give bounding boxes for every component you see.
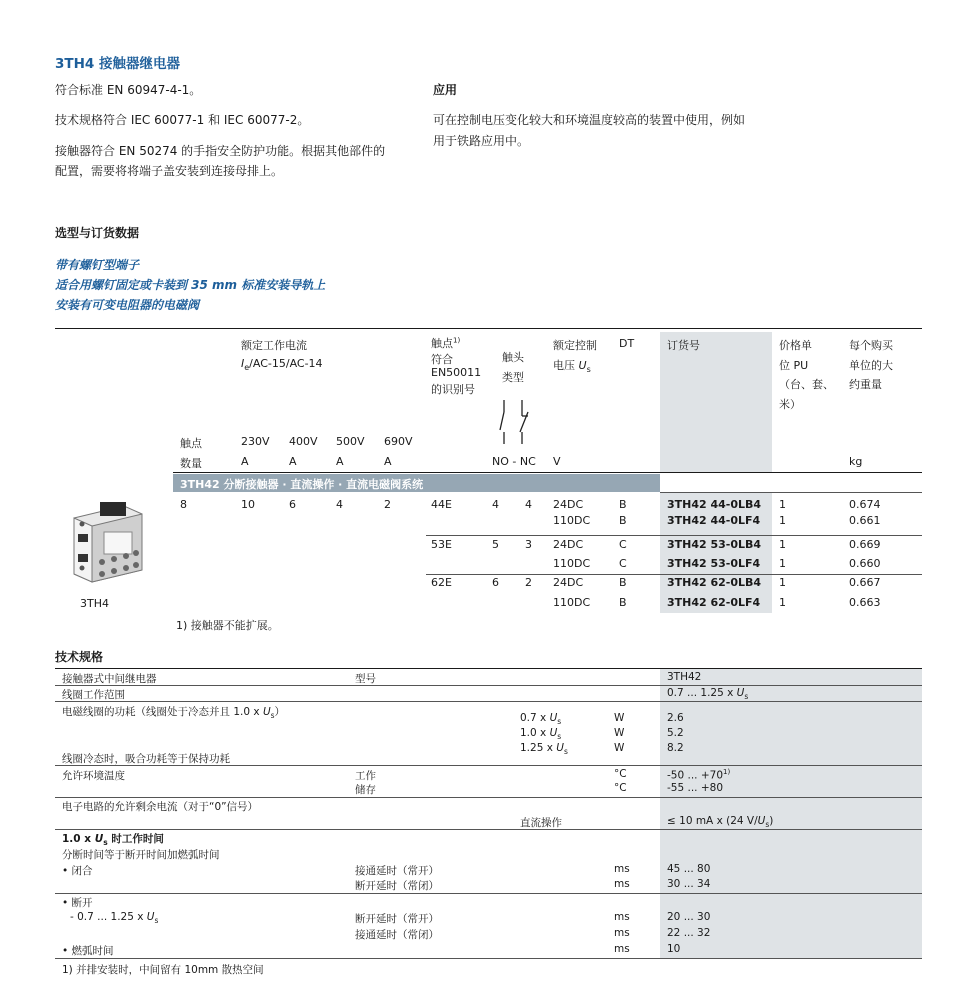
- tech-heading: 技术规格: [55, 650, 104, 664]
- tech-rule: [55, 893, 922, 894]
- spec-sublabel: 断开延时（常闭）: [355, 880, 439, 892]
- spec-sublabel: - 0.7 ... 1.25 x $U_s$: [70, 911, 159, 926]
- unit-v: V: [553, 455, 561, 468]
- nc-count: 3: [525, 538, 532, 551]
- contacts-count: 8: [180, 498, 187, 511]
- spec-value: 10: [667, 943, 681, 955]
- order-number: 3TH42 53-0LF4: [667, 557, 761, 570]
- price-unit: 1: [779, 538, 786, 551]
- spec-note: 线圈冷态时，吸合功耗等于保持功耗: [62, 753, 230, 765]
- unit-a: A: [384, 455, 392, 468]
- control-voltage: 24DC: [553, 576, 584, 589]
- header-contacts: EN50011: [431, 366, 482, 379]
- header-num-contacts: 触点: [180, 437, 202, 450]
- weight: 0.669: [849, 538, 881, 551]
- spec-unit: ms: [614, 927, 630, 939]
- nc-count: 4: [525, 498, 532, 511]
- application-line: 用于铁路应用中。: [433, 134, 530, 148]
- header-price-unit: （台、套、: [779, 378, 834, 391]
- selection-subtitle: 适合用螺钉固定或卡装到 35 mm 标准安装导轨上: [55, 278, 326, 292]
- tech-footnote: 1) 并排安装时，中间留有 10mm 散热空间: [62, 964, 264, 976]
- spec-label: 接触器式中间继电器: [62, 673, 157, 685]
- price-unit: 1: [779, 576, 786, 589]
- header-rated-current: 额定工作电流: [241, 339, 307, 352]
- header-weight: 每个购买: [849, 339, 893, 352]
- current-value: 6: [289, 498, 296, 511]
- spec-label: 允许环境温度: [62, 770, 125, 782]
- group-rule: [660, 492, 922, 493]
- product-label: 3TH4: [80, 597, 109, 610]
- no-count: 5: [492, 538, 499, 551]
- control-voltage: 24DC: [553, 538, 584, 551]
- dt-value: C: [619, 557, 627, 570]
- header-price-unit: 位 PU: [779, 359, 809, 372]
- group-title: 3TH42 分断接触器 · 直流操作 · 直流电磁阀系统: [180, 478, 424, 491]
- dt-value: B: [619, 514, 627, 527]
- header-contact-type: 类型: [502, 371, 524, 384]
- weight: 0.663: [849, 596, 881, 609]
- table-top-rule: [55, 328, 922, 329]
- header-rated-current-sub: $I_e/AC-15/AC-14$: [241, 357, 323, 373]
- no-count: 4: [492, 498, 499, 511]
- intro-standard: 符合标准 EN 60947-4-1。: [55, 83, 202, 97]
- dt-value: B: [619, 576, 627, 589]
- unit-a: A: [336, 455, 344, 468]
- tech-rule: [55, 685, 922, 686]
- spec-unit: °C: [614, 768, 627, 780]
- header-control-voltage: 电压 $U_s$: [553, 359, 591, 375]
- spec-sublabel: 工作: [355, 770, 376, 782]
- order-number: 3TH42 62-0LF4: [667, 596, 761, 609]
- control-voltage: 110DC: [553, 514, 591, 527]
- spec-unit: W: [614, 727, 625, 739]
- unit-a: A: [241, 455, 249, 468]
- tech-rule: [55, 668, 922, 669]
- header-contacts: 的识别号: [431, 383, 475, 396]
- spec-label: • 断开: [62, 897, 93, 909]
- tech-rule: [55, 701, 922, 702]
- spec-label: 线圈工作范围: [62, 689, 125, 701]
- spec-unit: W: [614, 742, 625, 754]
- unit-no-nc: NO - NC: [492, 455, 536, 468]
- spec-factor: 1.25 x $U_s$: [520, 742, 568, 757]
- nc-count: 2: [525, 576, 532, 589]
- identifier: 62E: [431, 576, 452, 589]
- header-voltage: 690V: [384, 435, 413, 448]
- spec-value: 22 ... 32: [667, 927, 711, 939]
- control-voltage: 110DC: [553, 596, 591, 609]
- no-nc-contact-symbol-icon: [498, 398, 534, 446]
- weight: 0.660: [849, 557, 881, 570]
- header-contacts: 触点$^{1)}$: [431, 336, 461, 350]
- order-number: 3TH42 53-0LB4: [667, 538, 762, 551]
- spec-unit: ms: [614, 878, 630, 890]
- price-unit: 1: [779, 498, 786, 511]
- intro-cover: 配置，需要将将端子盖安装到连接母排上。: [55, 164, 284, 178]
- price-unit: 1: [779, 596, 786, 609]
- tech-rule: [55, 797, 922, 798]
- selection-subtitle: 安装有可变电阻器的电磁阀: [55, 298, 200, 312]
- spec-value: 45 ... 80: [667, 863, 711, 875]
- header-rule: [173, 472, 922, 473]
- spec-value: 20 ... 30: [667, 911, 711, 923]
- spec-value: ≤ 10 mA x (24 $V/U_s$): [667, 815, 774, 830]
- header-contacts: 符合: [431, 353, 453, 366]
- identifier: 44E: [431, 498, 452, 511]
- selection-subtitle: 带有螺钉型端子: [55, 258, 140, 272]
- spec-sublabel: 型号: [355, 673, 376, 685]
- spec-label: 1.0 x $U_s$ 时工作时间: [62, 833, 164, 848]
- unit-a: A: [289, 455, 297, 468]
- application-line: 可在控制电压变化较大和环境温度较高的装置中使用，例如: [433, 113, 746, 127]
- order-number: 3TH42 62-0LB4: [667, 576, 762, 589]
- spec-factor: 1.0 x $U_s$: [520, 727, 562, 742]
- header-price-unit: 价格单: [779, 339, 812, 352]
- spec-label: 电磁线圈的功耗（线圈处于冷态并且 1.0 x $U_s$）: [62, 706, 286, 721]
- no-count: 6: [492, 576, 499, 589]
- spec-note: 分断时间等于断开时间加燃弧时间: [62, 849, 220, 861]
- order-number: 3TH42 44-0LF4: [667, 514, 761, 527]
- spec-sublabel: 直流操作: [520, 817, 562, 829]
- spec-unit: ms: [614, 863, 630, 875]
- selection-heading: 选型与订货数据: [55, 226, 140, 240]
- header-control-voltage: 额定控制: [553, 339, 597, 352]
- intro-finger-safe: 接触器符合 EN 50274 的手指安全防护功能。根据其他部件的: [55, 144, 386, 158]
- header-num-contacts: 数量: [180, 457, 202, 470]
- control-voltage: 110DC: [553, 557, 591, 570]
- page-title: 3TH4 接触器继电器: [55, 56, 180, 72]
- spec-unit: °C: [614, 782, 627, 794]
- current-value: 10: [241, 498, 255, 511]
- spec-value: 30 ... 34: [667, 878, 711, 890]
- spec-unit: ms: [614, 911, 630, 923]
- header-dt: DT: [619, 337, 635, 350]
- dt-value: C: [619, 538, 627, 551]
- header-contact-type: 触头: [502, 351, 524, 364]
- row-group-divider: [426, 574, 922, 575]
- spec-sublabel: 储存: [355, 784, 376, 796]
- current-value: 4: [336, 498, 343, 511]
- header-voltage: 230V: [241, 435, 270, 448]
- order-col-header-shade: [660, 332, 772, 472]
- price-unit: 1: [779, 514, 786, 527]
- spec-sublabel: 接通延时（常开）: [355, 865, 439, 877]
- spec-label: 电子电路的允许剩余电流（对于“0”信号）: [62, 801, 259, 813]
- spec-factor: 0.7 x $U_s$: [520, 712, 562, 727]
- weight: 0.667: [849, 576, 881, 589]
- dt-value: B: [619, 596, 627, 609]
- current-value: 2: [384, 498, 391, 511]
- identifier: 53E: [431, 538, 452, 551]
- control-voltage: 24DC: [553, 498, 584, 511]
- spec-value: -55 ... +80: [667, 782, 723, 794]
- application-heading: 应用: [433, 83, 458, 97]
- contactor-image: [62, 496, 152, 586]
- spec-value: 5.2: [667, 727, 684, 739]
- order-number: 3TH42 44-0LB4: [667, 498, 762, 511]
- spec-value: 0.7 ... 1.25 x $U_s$: [667, 687, 749, 702]
- row-group-divider: [426, 535, 922, 536]
- price-unit: 1: [779, 557, 786, 570]
- spec-sublabel: 断开延时（常开）: [355, 913, 439, 925]
- header-voltage: 500V: [336, 435, 365, 448]
- spec-sublabel: 接通延时（常闭）: [355, 929, 439, 941]
- header-voltage: 400V: [289, 435, 318, 448]
- header-weight: 约重量: [849, 378, 882, 391]
- spec-value: 3TH42: [667, 671, 702, 683]
- spec-value: 2.6: [667, 712, 684, 724]
- spec-value: -50 ... $+70^{1)}$: [667, 768, 731, 782]
- spec-unit: W: [614, 712, 625, 724]
- spec-label: • 闭合: [62, 865, 93, 877]
- order-footnote: 1) 接触器不能扩展。: [176, 619, 279, 632]
- unit-kg: kg: [849, 455, 863, 468]
- weight: 0.661: [849, 514, 881, 527]
- intro-spec: 技术规格符合 IEC 60077-1 和 IEC 60077-2。: [55, 113, 310, 127]
- header-order-no: 订货号: [667, 339, 700, 352]
- spec-unit: ms: [614, 943, 630, 955]
- weight: 0.674: [849, 498, 881, 511]
- spec-label: • 燃弧时间: [62, 945, 114, 957]
- header-weight: 单位的大: [849, 359, 893, 372]
- dt-value: B: [619, 498, 627, 511]
- tech-rule: [55, 958, 922, 959]
- header-price-unit: 米）: [779, 398, 801, 411]
- tech-rule: [55, 829, 922, 830]
- spec-value: 8.2: [667, 742, 684, 754]
